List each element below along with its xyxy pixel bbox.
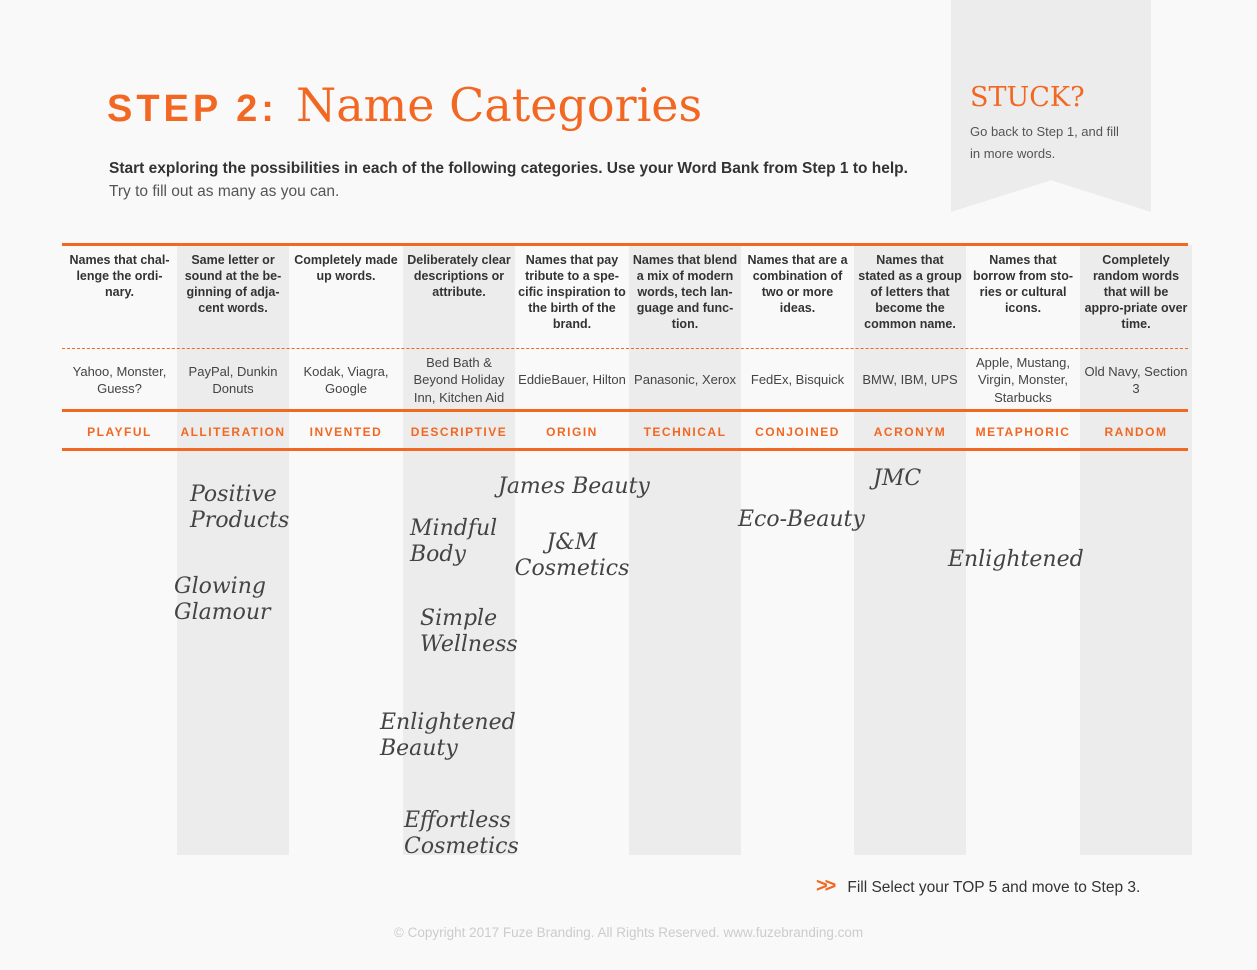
divider — [62, 243, 1188, 246]
column-description-text: Deliberately clear descriptions or attribute. — [407, 253, 511, 299]
dashed-divider — [62, 348, 1188, 349]
column-category-text: CONJOINED — [755, 425, 840, 439]
double-chevron-right-icon: >> — [816, 875, 834, 897]
column-category-text: METAPHORIC — [975, 425, 1071, 439]
column-description — [180, 252, 286, 316]
intro-text: Start exploring the possibilities in each of the following categories. Use your Word Bank from Step 1 to help. — [109, 160, 908, 177]
column-examples — [65, 352, 174, 408]
handwritten-entry: Mindful Body — [410, 516, 498, 567]
column-category-text: PLAYFUL — [87, 425, 152, 439]
column-shade — [177, 245, 289, 855]
column-category-text: ALLITERATION — [180, 425, 286, 439]
column-category-text: ACRONYM — [873, 425, 947, 439]
column-examples-text: Bed Bath & Beyond Holiday Inn, Kitchen Aid — [413, 354, 505, 405]
column-category-text: INVENTED — [309, 425, 383, 439]
column-category — [406, 425, 512, 439]
next-step-text: Fill Select your TOP 5 and move to Step 3. — [847, 879, 1141, 896]
column-examples-text: EddieBauer, Hilton — [518, 372, 626, 388]
column-shade — [629, 245, 741, 855]
handwritten-entry: Eco-Beauty — [738, 507, 865, 532]
column-category — [65, 425, 174, 439]
step-label: STEP 2: — [107, 88, 278, 130]
column-examples-text: Apple, Mustang, Virgin, Monster, Starbucks — [976, 354, 1070, 405]
column-description — [406, 252, 512, 300]
handwritten-entry: Simple Wellness — [420, 606, 518, 657]
stuck-title: STUCK? — [970, 82, 1085, 113]
column-description-text: Names that borrow from sto-ries or cultural icons. — [973, 253, 1073, 315]
divider — [62, 409, 1188, 412]
column-examples — [180, 352, 286, 408]
column-category-text: TECHNICAL — [643, 425, 727, 439]
column-examples-text: PayPal, Dunkin Donuts — [188, 363, 278, 396]
next-step-note — [816, 875, 1140, 898]
column-examples-text: Old Navy, Section 3 — [1084, 363, 1188, 396]
column-description-text: Completely random words that will be appro-priate over time. — [1084, 253, 1188, 331]
column-category — [292, 425, 400, 439]
column-description-text: Names that are a combination of two or more ideas. — [747, 253, 848, 315]
column-examples — [632, 352, 738, 408]
column-examples-text: FedEx, Bisquick — [750, 372, 845, 388]
handwritten-entry: Effortless Cosmetics — [404, 808, 519, 859]
column-category-text: ORIGIN — [546, 425, 598, 439]
copyright: © Copyright 2017 Fuze Branding. All Rights Reserved. www.fuzebranding.com — [393, 925, 864, 940]
column-category — [969, 425, 1077, 439]
column-examples-text: Panasonic, Xerox — [634, 372, 736, 388]
column-examples — [1083, 352, 1189, 408]
column-category — [744, 425, 851, 439]
column-description-text: Names that pay tribute to a spe-cific inspiration to the birth of the brand. — [518, 253, 626, 331]
column-examples — [518, 352, 626, 408]
column-description — [65, 252, 174, 300]
column-category — [518, 425, 626, 439]
page-title: Name Categories — [296, 78, 703, 132]
column-examples — [969, 352, 1077, 408]
column-description-text: Names that stated as a group of letters that become the common name. — [858, 253, 962, 331]
column-category-text: RANDOM — [1104, 425, 1168, 439]
handwritten-entry: Glowing Glamour — [174, 574, 271, 625]
handwritten-entry: J&M Cosmetics — [514, 530, 630, 581]
column-category — [632, 425, 738, 439]
handwritten-entry: JMC — [873, 466, 922, 491]
column-description — [632, 252, 738, 332]
handwritten-entry: Enlightened Beauty — [380, 710, 516, 761]
column-description — [292, 252, 400, 284]
column-description — [857, 252, 963, 332]
column-examples — [292, 352, 400, 408]
column-description-text: Completely made up words. — [294, 253, 398, 283]
column-description-text: Names that chal-lenge the ordi-nary. — [69, 253, 170, 299]
column-description-text: Names that blend a mix of modern words, tech lan-guage and func-tion. — [632, 253, 738, 331]
column-examples-text: Yahoo, Monster, Guess? — [72, 363, 167, 396]
column-description-text: Same letter or sound at the be-ginning of adja-cent words. — [184, 253, 282, 315]
column-examples — [406, 352, 512, 408]
column-examples-text: Kodak, Viagra, Google — [303, 363, 389, 396]
handwritten-entry: Enlightened — [948, 547, 1084, 572]
column-category — [180, 425, 286, 439]
column-description — [518, 252, 626, 332]
handwritten-entry: Positive Products — [190, 482, 290, 533]
column-examples-text: BMW, IBM, UPS — [862, 372, 958, 388]
divider — [62, 448, 1188, 451]
stuck-text: Go back to Step 1, and fill in more words. — [970, 124, 1119, 161]
column-category — [857, 425, 963, 439]
column-examples — [857, 352, 963, 408]
intro-subtext: Try to fill out as many as you can. — [109, 183, 340, 200]
column-examples — [744, 352, 851, 408]
column-description — [969, 252, 1077, 316]
column-description — [1083, 252, 1189, 332]
column-description — [744, 252, 851, 316]
column-category-text: DESCRIPTIVE — [410, 425, 508, 439]
column-category — [1083, 425, 1189, 439]
handwritten-entry: James Beauty — [498, 474, 650, 499]
